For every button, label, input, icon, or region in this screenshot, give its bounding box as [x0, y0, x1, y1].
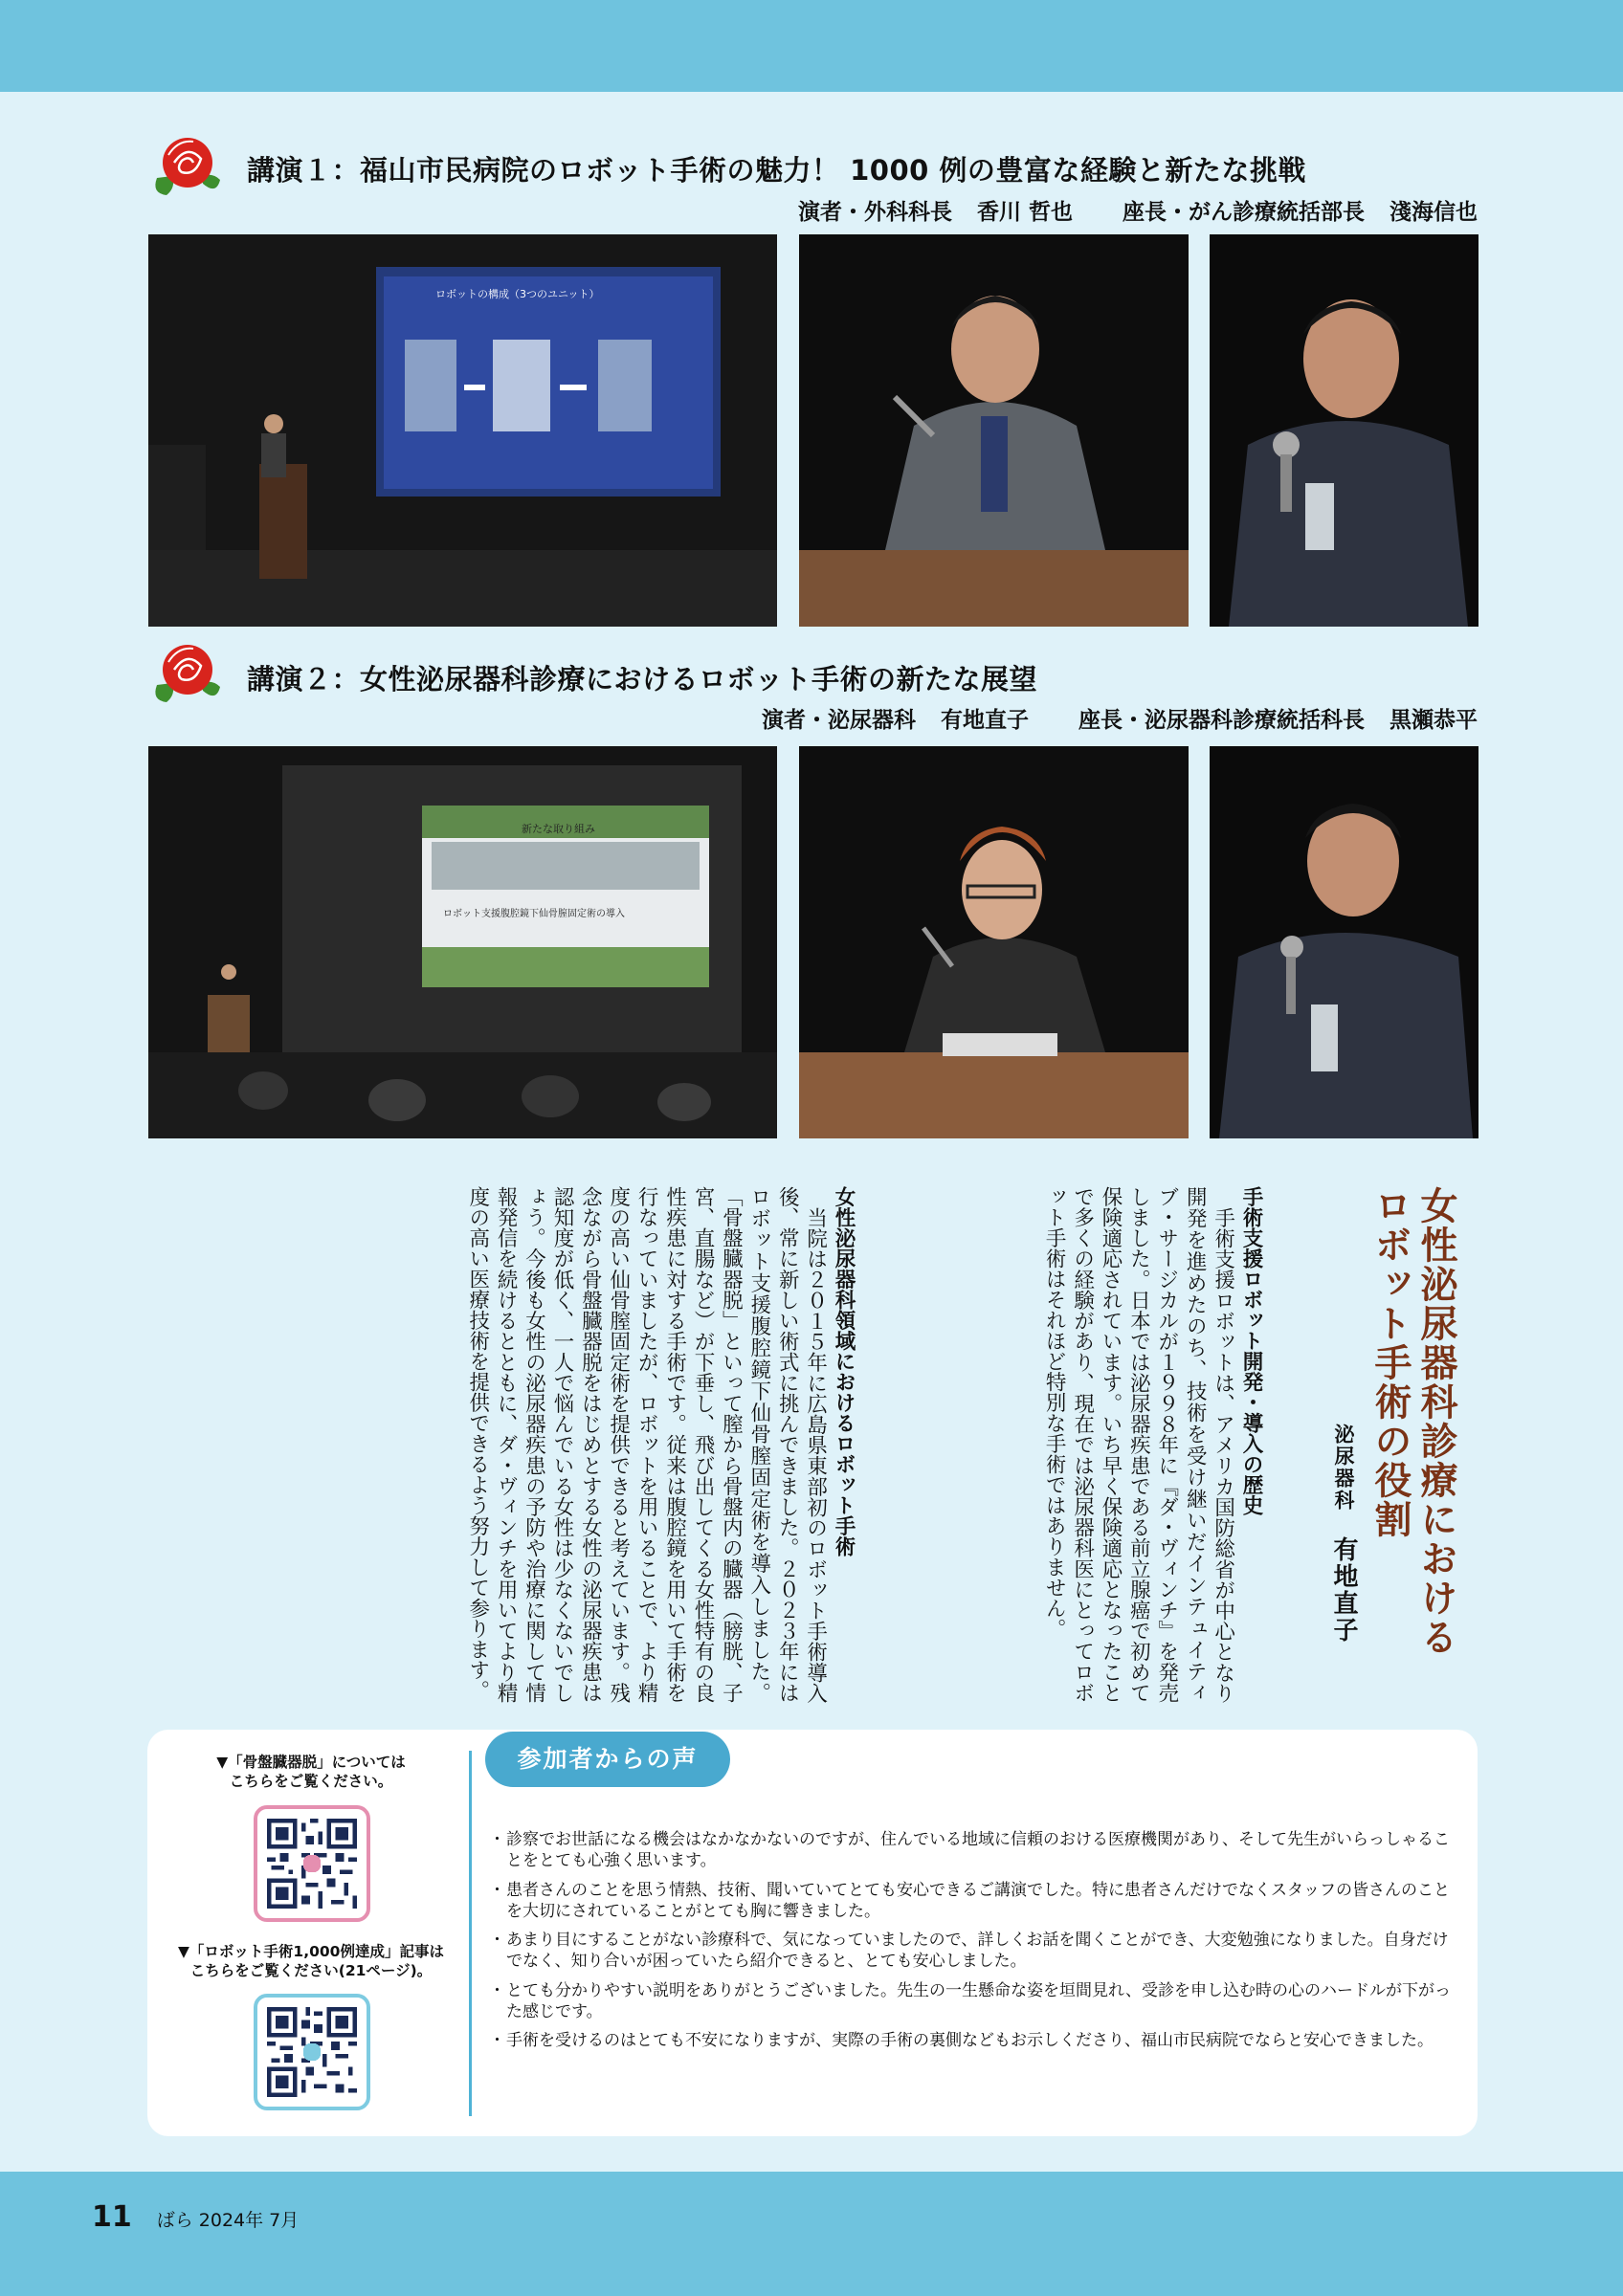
top-color-band: [0, 0, 1623, 92]
article-author-name: 有地直子: [1329, 1536, 1358, 1644]
section2-heading: 女性泌尿器科領域におけるロボット手術: [832, 1186, 856, 1556]
lecture2-speaker-photo: [799, 746, 1189, 1138]
qr2-caption: ▼「ロボット手術1,000例達成」記事は こちらをご覧ください(21ページ)。: [178, 1943, 444, 1979]
section1-heading: 手術支援ロボット開発・導入の歴史: [1239, 1186, 1263, 1515]
qr-code-icon[interactable]: [254, 1805, 370, 1922]
qr1-caption: ▼「骨盤臓器脱」については こちらをご覧ください。: [216, 1754, 406, 1790]
article-title: 女性泌尿器科診療における ロボット手術の役割: [1368, 1186, 1457, 1657]
section2-body: 当院は２０１５年に広島県東部初のロボット手術導入後、常に新しい術式に挑んできました。２０２３年にはロボット支援腹腔鏡下仙骨膣固定術を導入しました。「骨盤臓器脱」といって膣から骨盤内の臓器（膀胱、子宮、直腸など）が下垂し、飛び出してくる女性特有の良性疾患に対する手術です。従来は腹腔鏡を用いて手術を行なっていましたが、ロボットを用いることで、より精度の高い仙骨膣固定術を提供できると考えています。残念ながら骨盤臓器脱をはじめとする女性の泌尿器疾患は認知度が低く、一人で悩んでいる女性は少なくないでしょう。今後も女性の泌尿器疾患の予防や治療に関して情報発信を続けるとともに、ダ・ヴィンチを用いてより精度の高い医療技術を提供できるよう努力して参ります。: [465, 1186, 828, 1703]
slide2-title: 新たな取り組み: [522, 823, 595, 835]
section1-body: 手術支援ロボットは、アメリカ国防総省が中心となり開発を進めたのち、技術を受け継いだインテュイティブ・サージカルが１９９８年に『ダ・ヴィンチ』を発売しました。日本では泌尿器疾患である前立腺癌で初めて保険適応されています。いち早く保険適応となったことで多くの経験があり、現在では泌尿器科医にとってロボット手術はそれほど特別な手術ではありません。: [1042, 1186, 1235, 1703]
rose-icon: [149, 130, 224, 201]
voices-list: [493, 1829, 1459, 2060]
voices-title: 参加者からの声: [485, 1732, 730, 1787]
voice-item: ・ あまり目にすることがない診療科で、気になっていましたので、詳しくお話を聞くことができ、大変勉強になりました。自身だけでなく、知り合いが困っていたら紹介できると、とても安心しました。: [493, 1930, 1459, 1972]
slide1-title: ロボットの構成（3つのユニット）: [435, 288, 600, 300]
lecture1-credit: [798, 194, 1478, 226]
lecture1-chair-role: 座長・がん診療統括部長: [1123, 200, 1365, 225]
page-footer: [92, 2200, 299, 2234]
voice-item: ・ 診察でお世話になる機会はなかなかないのですが、住んでいる地域に信頼のおける医療機関があり、そして先生がいらっしゃることをとても心強く思います。: [493, 1829, 1459, 1871]
article-section-2: [159, 1186, 857, 1703]
article-author-affiliation: 泌尿器科: [1332, 1424, 1355, 1512]
lecture1-chair-name: 淺海信也: [1390, 200, 1478, 225]
lecture2-speaker-name: 有地直子: [941, 708, 1029, 733]
lecture1-chair-photo: [1210, 234, 1478, 627]
lecture2-speaker-role: 演者・泌尿器科: [762, 708, 916, 733]
lecture1-stage-photo: [148, 234, 777, 627]
rose-icon: [149, 637, 224, 708]
magazine-issue: ばら 2024年 7月: [156, 2210, 300, 2231]
lecture2-title: 講演２：女性泌尿器科診療におけるロボット手術の新たな展望: [247, 663, 1038, 695]
lecture1-speaker-role: 演者・外科科長: [797, 200, 952, 225]
voice-item: ・ とても分かりやすい説明をありがとうございました。先生の一生懸命な姿を垣間見れ、受診を申し込む時の心のハードルが下がった感じです。: [493, 1980, 1459, 2022]
page-number: 11: [92, 2200, 132, 2234]
article-author: [1326, 1424, 1362, 1711]
lecture2-stage-photo: [148, 746, 777, 1138]
lecture2-chair-photo: [1210, 746, 1478, 1138]
voice-item: ・ 患者さんのことを思う情熱、技術、聞いていてとても安心できるご講演でした。特に患者さんだけでなくスタッフの皆さんのことを大切にされていることがとても胸に響きました。: [493, 1880, 1459, 1922]
bottom-color-band: [0, 2172, 1623, 2296]
lecture2-chair-role: 座長・泌尿器科診療統括科長: [1078, 708, 1365, 733]
lecture1-speaker-photo: [799, 234, 1189, 627]
voice-item: ・ 手術を受けるのはとても不安になりますが、実際の手術の裏側などもお示しくださり、福山市民病院でならと安心できました。: [493, 2030, 1459, 2051]
voices-divider: [469, 1751, 472, 2116]
lecture1-speaker-name: 香川 哲也: [976, 200, 1073, 225]
slide2-text: ロボット支援腹腔鏡下仙骨膣固定術の導入: [443, 909, 625, 919]
lecture2-credit: [762, 702, 1478, 734]
qr-code-icon[interactable]: [254, 1994, 370, 2110]
lecture1-title: 講演１：福山市民病院のロボット手術の魅力！ 1000 例の豊富な経験と新たな挑戦: [247, 154, 1306, 187]
article-section-1: [903, 1186, 1265, 1703]
lecture2-chair-name: 黒瀬恭平: [1390, 708, 1478, 733]
